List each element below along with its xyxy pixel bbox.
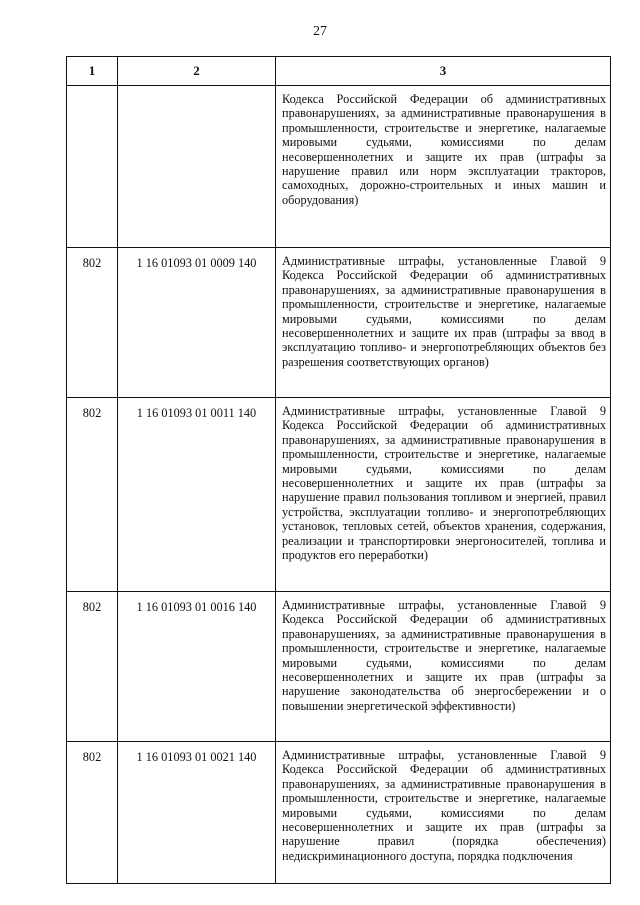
admin-code-cell: 802 [67, 248, 118, 398]
admin-code-cell: 802 [67, 398, 118, 592]
table-row [67, 248, 611, 398]
budget-code-cell [118, 86, 276, 248]
description-cell: Административные штрафы, установленные Главой 9 Кодекса Российской Федерации об административных правонарушениях, за административные правонарушения в промышленности, строительстве и энергетике, налагаемые мировыми судьями, комиссиями по делам несовершеннолетних и защите их прав (штрафы за нарушение правил пользования топливом и энергией, правил устройства, эксплуатации топливо- и энергопотребляющих установок, тепловых сетей, объектов хранения, содержания, реализации и транспортировки энергоносителей, топлива и продуктов его переработки) [276, 398, 611, 592]
description-cell: Административные штрафы, установленные Главой 9 Кодекса Российской Федерации об административных правонарушениях, за административные правонарушения в промышленности, строительстве и энергетике, налагаемые мировыми судьями, комиссиями по делам несовершеннолетних и защите их прав (штрафы за ввод в эксплуатацию топливо- и энергопотребляющих объектов без разрешения соответствующих органов) [276, 248, 611, 398]
budget-codes-table [66, 56, 611, 884]
admin-code-cell: 802 [67, 592, 118, 742]
table-row [67, 86, 611, 248]
budget-code-cell: 1 16 01093 01 0016 140 [118, 592, 276, 742]
budget-code-cell: 1 16 01093 01 0011 140 [118, 398, 276, 592]
budget-code-cell: 1 16 01093 01 0009 140 [118, 248, 276, 398]
description-cell: Кодекса Российской Федерации об административных правонарушениях, за административные правонарушения в промышленности, строительстве и энергетике, налагаемые мировыми судьями, комиссиями по делам несовершеннолетних и защите их прав (штрафы за нарушение правил или норм эксплуатации тракторов, самоходных, дорожно-строительных и иных машин и оборудования) [276, 86, 611, 248]
table-row [67, 592, 611, 742]
column-header-3: 3 [276, 57, 611, 86]
column-header-1: 1 [67, 57, 118, 86]
page-number: 27 [313, 24, 327, 39]
column-header-2: 2 [118, 57, 276, 86]
admin-code-cell: 802 [67, 742, 118, 884]
admin-code-cell [67, 86, 118, 248]
description-cell: Административные штрафы, установленные Главой 9 Кодекса Российской Федерации об административных правонарушениях, за административные правонарушения в промышленности, строительстве и энергетике, налагаемые мировыми судьями, комиссиями по делам несовершеннолетних и защите их прав (штрафы за нарушение законодательства об энергосбережении и о повышении энергетической эффективности) [276, 592, 611, 742]
description-cell: Административные штрафы, установленные Главой 9 Кодекса Российской Федерации об административных правонарушениях, за административные правонарушения в промышленности, строительстве и энергетике, налагаемые мировыми судьями, комиссиями по делам несовершеннолетних и защите их прав (штрафы за нарушение правил (порядка обеспечения) недискриминационного доступа, порядка подключения [276, 742, 611, 884]
table-row [67, 398, 611, 592]
table-row [67, 742, 611, 884]
table-header-row [67, 57, 611, 86]
budget-code-cell: 1 16 01093 01 0021 140 [118, 742, 276, 884]
